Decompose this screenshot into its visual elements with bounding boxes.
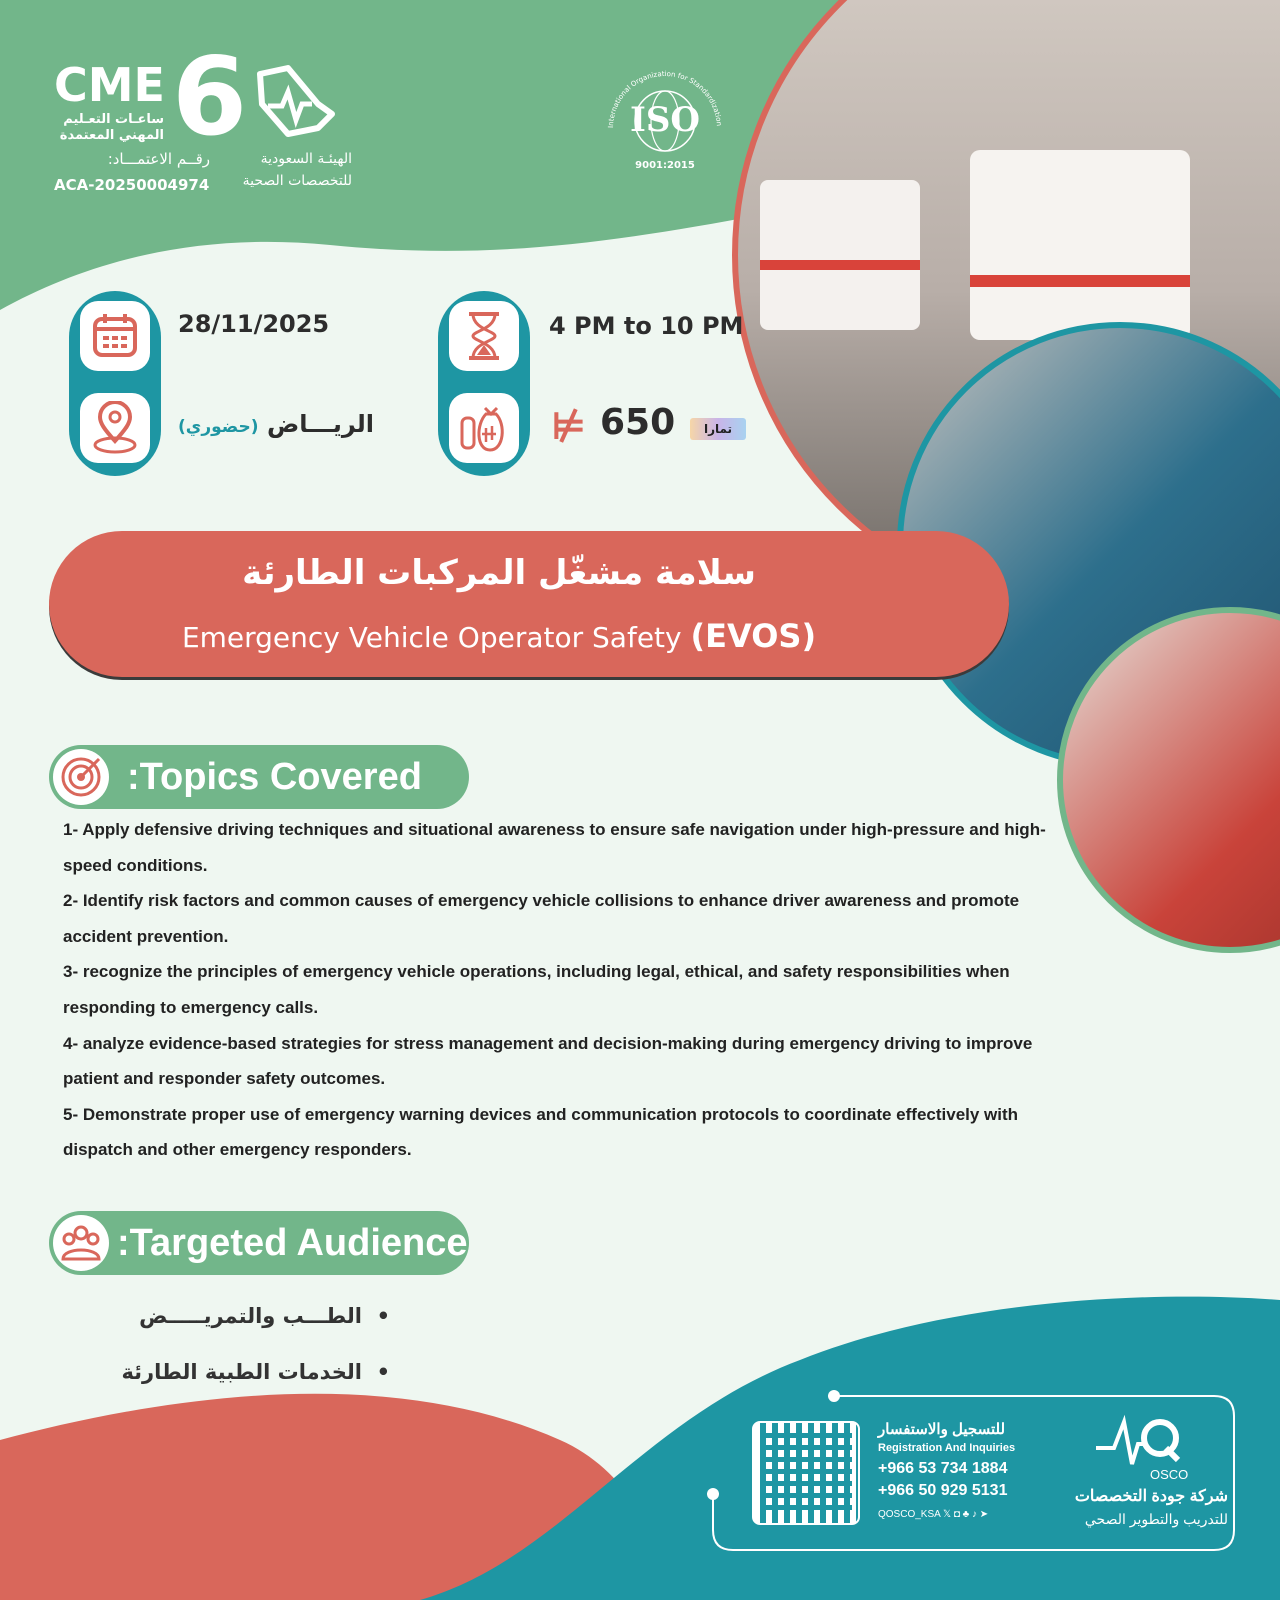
cme-hours: 6 (172, 35, 248, 160)
topics-heading (49, 745, 469, 809)
cme-text (54, 112, 164, 144)
topic-item: 1- Apply defensive driving techniques and situational awareness to ensure safe navigation under high-pressure and high-speed conditions. (63, 820, 1046, 875)
company-line-1: شركة جودة التخصصات (1074, 1488, 1228, 1505)
cme-text-2: المهني المعتمدة (59, 128, 164, 143)
location-pin-icon (80, 393, 150, 463)
event-city: الريـــاض (266, 410, 375, 438)
event-location (178, 410, 378, 438)
scfhs-line-2: للتخصصات الصحية (242, 173, 352, 189)
social-icons: 𝕏 ◘ ♣ ♪ ➤ (943, 1509, 989, 1520)
company-logo-text: OSCO (1150, 1467, 1189, 1482)
event-price: 650 (600, 402, 676, 443)
money-bag-icon (449, 393, 519, 463)
scfhs-logo-icon (248, 64, 338, 144)
event-mode: (حضوري) (178, 417, 259, 437)
title-english (49, 616, 949, 658)
phone-1[interactable]: +966 53 734 1884 (878, 1460, 1008, 1477)
scfhs-line-1: الهيئـة السعودية (260, 151, 352, 167)
title-abbreviation: (EVOS) (690, 617, 817, 655)
iso-label: ISO (629, 100, 701, 140)
event-time: 4 PM to 10 PM (549, 312, 744, 340)
scfhs-name (230, 148, 352, 192)
cme-label: CME (54, 58, 165, 112)
tamara-payment-badge[interactable]: تمارا (690, 418, 746, 440)
accreditation-label: رقــم الاعتمـــاد: (107, 150, 210, 168)
target-icon (53, 749, 109, 805)
topic-item: 2- Identify risk factors and common causes of emergency vehicle collisions to enhance driver awareness and promote accident prevention. (63, 891, 1020, 946)
social-handle[interactable]: QOSCO_KSA (878, 1509, 941, 1520)
title-banner (49, 531, 1009, 677)
iso-badge (600, 56, 730, 186)
topics-list (63, 812, 1083, 1168)
topic-item: 3- recognize the principles of emergency vehicle operations, including legal, ethical, and safety responsibilities when responding to emergency calls. (63, 962, 1010, 1017)
audience-list (110, 1288, 390, 1400)
registration-arabic: للتسجيل والاستفسار (878, 1421, 1006, 1438)
iso-standard: 9001:2015 (635, 160, 695, 171)
title-english-text: Emergency Vehicle Operator Safety (181, 621, 682, 654)
company-line-2: للتدريب والتطوير الصحي (1084, 1511, 1228, 1527)
iso-arc-text: International Organization for Standardization (606, 69, 723, 129)
title-arabic: سلامة مشغّل المركبات الطارئة (242, 553, 756, 593)
registration-qr-code[interactable] (752, 1421, 860, 1525)
phone-2[interactable]: +966 50 929 5131 (878, 1482, 1008, 1499)
event-date: 28/11/2025 (178, 310, 330, 338)
time-price-pill (438, 291, 530, 476)
hourglass-icon (449, 301, 519, 371)
social-row (878, 1505, 1044, 1524)
qosco-logo-icon (1092, 1414, 1192, 1470)
audience-item: • الخدمات الطبية الطارئة (121, 1360, 390, 1384)
audience-heading-text: :Targeted Audience (117, 1222, 468, 1264)
audience-group-icon (53, 1215, 109, 1271)
topic-item: 4- analyze evidence-based strategies for stress management and decision-making during emergency driving to improve patient and responder safety outcomes. (63, 1033, 1033, 1089)
riyal-icon: ⊭ (551, 404, 586, 448)
audience-heading (49, 1211, 469, 1275)
calendar-icon (80, 301, 150, 371)
cme-text-1: ساعـات التعـليم (63, 112, 164, 127)
contact-block (878, 1420, 1044, 1524)
registration-english: Registration And Inquiries (878, 1442, 1016, 1454)
topic-item: 5- Demonstrate proper use of emergency warning devices and communication protocols to coordinate effectively with dispatch and other emergency responders. (63, 1104, 1019, 1160)
topics-heading-text: :Topics Covered (127, 756, 422, 798)
company-name (1056, 1486, 1228, 1530)
accreditation-number: ACA-20250004974 (54, 176, 210, 194)
date-location-pill (69, 291, 161, 476)
audience-item: • الطـــب والتمريـــــض (139, 1304, 390, 1328)
